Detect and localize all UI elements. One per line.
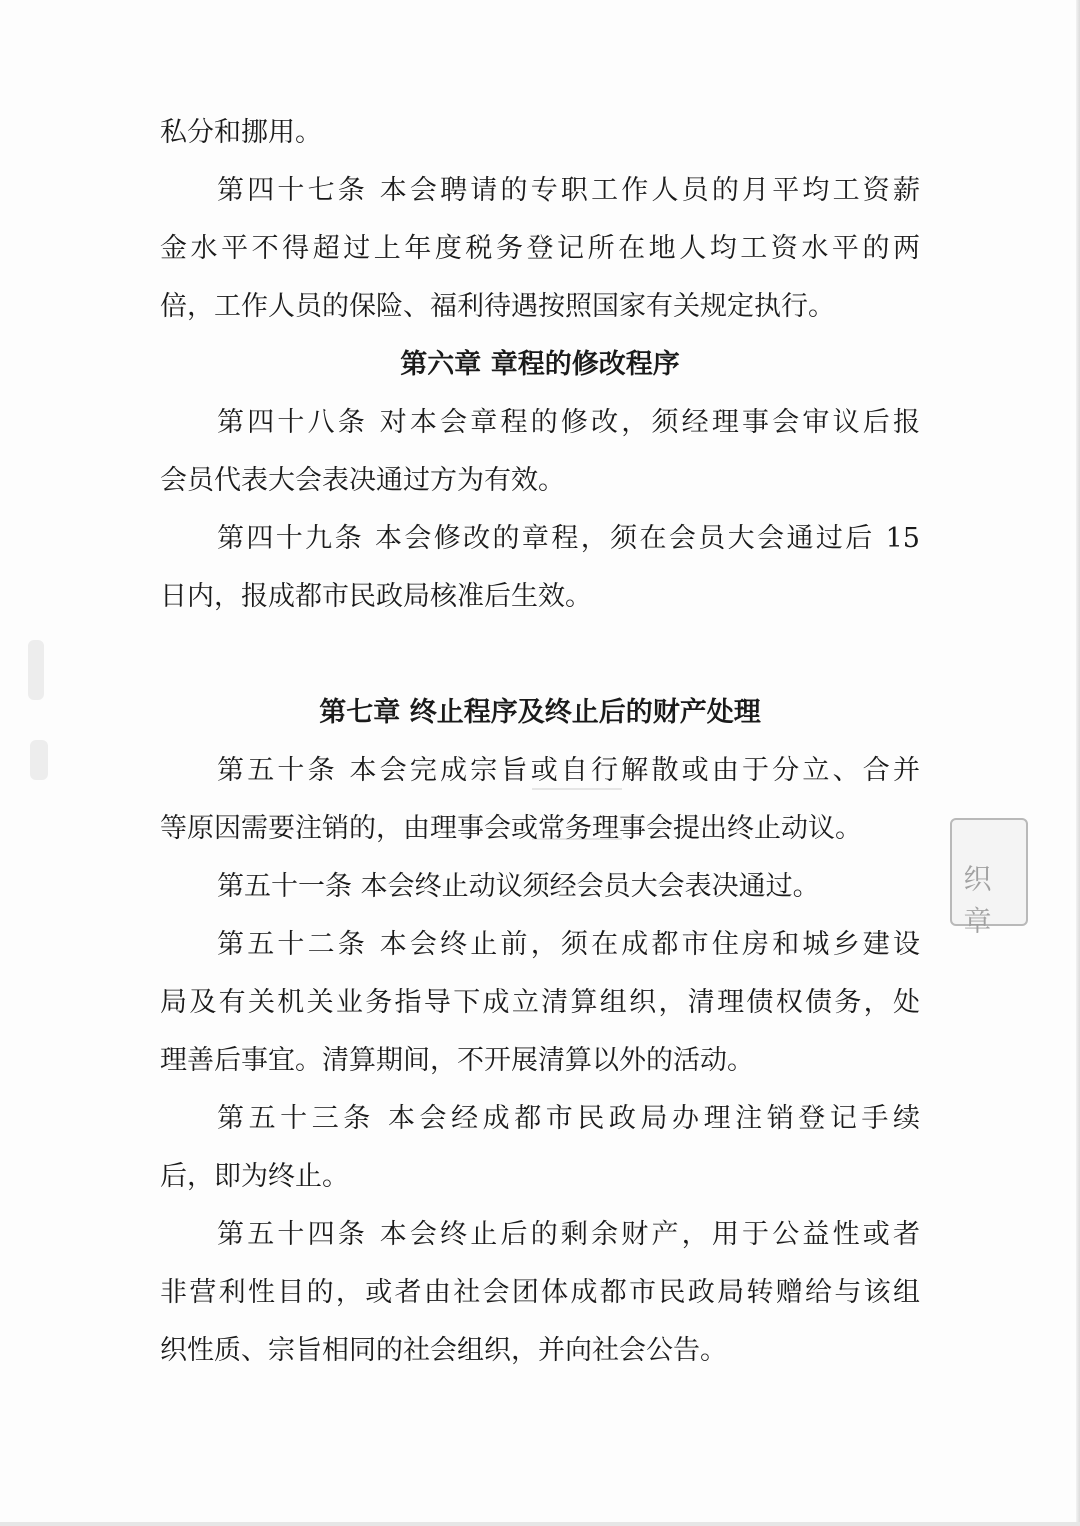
article-51-line: 第五十一条 本会终止动议须经会员大会表决通过。 — [217, 871, 820, 902]
text-line: 局及有关机关业务指导下成立清算组织，清理债权债务，处 — [160, 987, 920, 1018]
chapter-6-heading: 第六章 章程的修改程序 — [400, 349, 680, 380]
article-47-line: 第四十七条 本会聘请的专职工作人员的月平均工资薪 — [217, 175, 920, 206]
text-line: 等原因需要注销的，由理事会或常务理事会提出终止动议。 — [160, 813, 862, 844]
text-line: 会员代表大会表决通过方为有效。 — [160, 465, 565, 496]
article-48-line: 第四十八条 对本会章程的修改，须经理事会审议后报 — [217, 407, 920, 438]
svg-text:章: 章 — [959, 906, 993, 934]
document-body — [160, 104, 920, 1380]
text-line: 非营利性目的，或者由社会团体成都市民政局转赠给与该组 — [160, 1277, 920, 1308]
text-line: 倍，工作人员的保险、福利待遇按照国家有关规定执行。 — [160, 291, 835, 322]
svg-text:织: 织 — [959, 864, 993, 892]
scan-edge-bottom — [0, 1522, 1080, 1526]
article-50-line: 第五十条 本会完成宗旨或自行解散或由于分立、合并 — [217, 755, 920, 786]
seal-stamp-graphic — [959, 830, 1026, 934]
text-line: 日内，报成都市民政局核准后生效。 — [160, 581, 592, 612]
chapter-7-heading: 第七章 终止程序及终止后的财产处理 — [319, 697, 761, 728]
seal-stamp — [950, 818, 1028, 934]
scan-edge — [1076, 0, 1080, 1526]
article-54-line: 第五十四条 本会终止后的剩余财产，用于公益性或者 — [217, 1219, 920, 1250]
text-line: 织性质、宗旨相同的社会组织，并向社会公告。 — [160, 1335, 727, 1366]
article-49-line: 第四十九条 本会修改的章程，须在会员大会通过后 15 — [217, 523, 920, 554]
article-53-line: 第五十三条 本会经成都市民政局办理注销登记手续 — [217, 1103, 920, 1134]
text-line: 后，即为终止。 — [160, 1161, 349, 1192]
article-52-line: 第五十二条 本会终止前，须在成都市住房和城乡建设 — [217, 929, 920, 960]
scan-smudge — [28, 640, 44, 700]
scan-smudge — [30, 740, 48, 780]
section-gap — [160, 626, 920, 684]
text-line: 私分和挪用。 — [160, 117, 322, 148]
text-line: 金水平不得超过上年度税务登记所在地人均工资水平的两 — [160, 233, 920, 264]
text-line: 理善后事宜。清算期间，不开展清算以外的活动。 — [160, 1045, 754, 1076]
